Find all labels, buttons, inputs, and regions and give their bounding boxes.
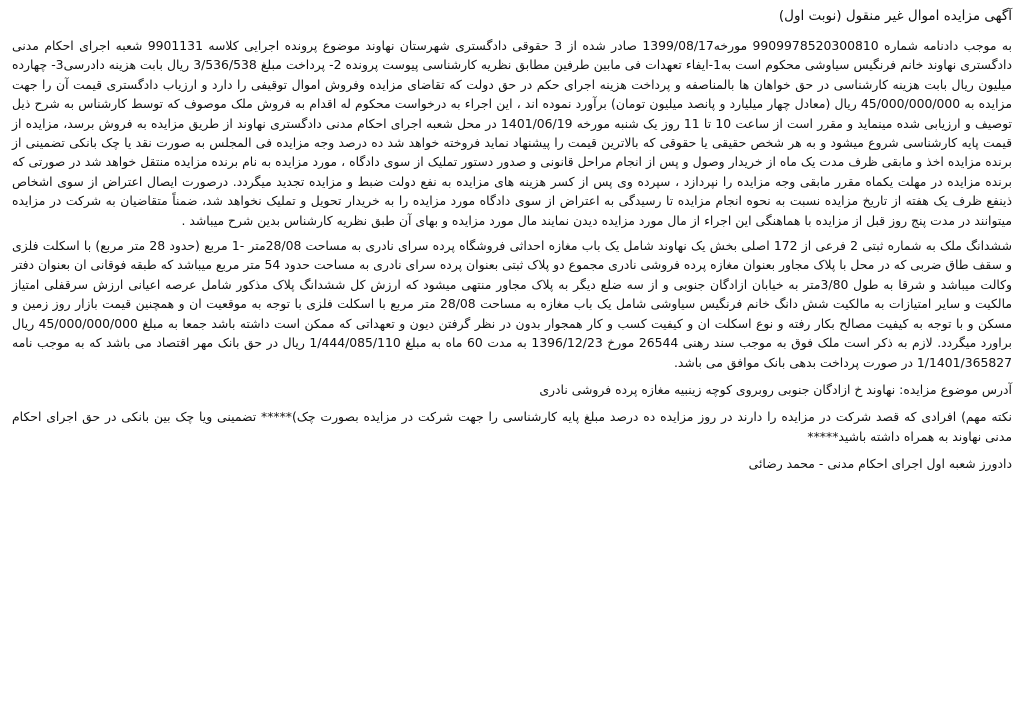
signature-block bbox=[12, 454, 1012, 474]
notice-title: آگهی مزایده اموال غیر منقول (نوبت اول) bbox=[778, 8, 1012, 24]
signature-name: محمد رضائی bbox=[748, 456, 815, 472]
notice-paragraph-2: ششدانگ ملک به شماره ثبتی 2 فرعی از 172 اصلی بخش یک نهاوند شامل یک باب مغازه احداثی فروشگاه پرده سرای نادری به مساحت 28/08متر -1 مربع (حدود 28 متر مربع) با اسکلت فلزی و سقف طاق ضربی که در محل با پلاک مجاور بعنوان مغازه پرده فروشی نادری مجموع دو پلاک ثبتی بعنوان پرده سرای نادری به مساحت حدود 54 متر مربع میباشد که طبقه فوقانی ان بعنوان دفتر وکالت میباشد و شرقا به طول 3/80متر به خیابان ازادگان جنوبی و از سه ضلع دیگر به پلاک مجاور منتهی میشود که ارزش کل ششدانگ پلاک مذکور شامل عرصه اعیانی ارزش سرقفلی امتیاز مالکیت و سایر امتیازات به مالکیت شش دانگ خانم فرنگیس سیاوشی شامل یک باب مغازه به مساحت 28/08 متر مربع با اسکلت فلزی با توجه به موقعیت ان و همچنین قیمت بازار روز زمین و مسکن و با توجه به کیفیت مصالح بکار رفته و نوع اسکلت ان و کیفیت کسب و کار همجوار بدون در نظر گرفتن دیون و تعهداتی که ممکن است داشته باشد جمعا به مبلغ 45/000/000/000 ریال براورد میگردد. لازم به ذکر است ملک فوق به موجب سند رهنی 26544 مورخ 1396/12/23 به مدت 60 ماه به مبلغ 1/444/085/110 ریال در حق بانک مهر اقتصاد می باشد که به موجب نامه 1/1401/365827 در صورت پرداخت بدهی بانک موافق می باشد. bbox=[12, 238, 1013, 370]
notice-paragraph-1: به موجب دادنامه شماره 9909978520300810 مورخه1399/08/17 صادر شده از 3 حقوقی دادگستری شهرستان نهاوند موضوع پرونده اجرایی کلاسه 9901131 شعبه اجرای احکام مدنی دادگستری نهاوند خانم فرنگیس سیاوشی محکوم است به1-ایفاء تعهدات فی مابین طرفین مطابق نظریه کارشناسی پیوست پرونده 2- پرداخت مبلغ 3/536/538 ریال بابت هزینه دادرسی3- چهارده میلیون ریال بابت هزینه کارشناسی در حق خواهان ها بالمناصفه و پرداخت هزینه اجرای حکم در حق دولت که تقاضای مزایده وفروش اموال توقیفی را دارد و ارزیاب دادگستری قیمت آن را جهت مزایده به 45/000/000/000 ریال (معادل چهار میلیارد و پانصد میلیون تومان) برآورد نموده اند ، این اجراء به درخواست محکوم له اقدام به فروش ملک موصوف که توسط کارشناس به شرح ذیل توصیف و ارزیابی شده مینماید و مقرر است از ساعت 10 تا 11 روز یک شنبه مورخه 1401/06/19 در محل شعبه اجرای احکام مدنی دادگستری نهاوند از طریق مزایده به فروش برسد، مزایده از قیمت پایه کارشناسی شروع میشود و به هر شخص حقیقی یا حقوقی که بالاترین قیمت را پیشنهاد نماید فروخته خواهد شد ده درصد وجه مزایده فی المجلس به صورت نقد یا چک بانکی تضمینی از برنده مزایده اخذ و مابقی ظرف مدت یک ماه از خریدار وصول و پس از انجام مراحل قانونی و صدور دستور تملیک از سوی دادگاه ، مورد مزایده به نام برنده مزایده منتقل خواهد شد در صورتی که برنده مزایده در مهلت یکماه مقرر مابقی وجه مزایده را نپردازد ، سپرده وی پس از کسر هزینه های مزایده به نفع دولت ضبط و مزایده تجدید میگردد. درصورت ایصال اعتراض از سوی اشخاص ذینفع ظرف یک هفته از تاریخ مزایده نسبت به نحوه انجام مزایده تا رسیدگی به اعتراض از سوی دادگاه مورد مزایده را به خریدار تحویل و تملیک نخواهد شد، ضمناً متقاضیان به شرکت در مزایده میتوانند در مدت پنج روز قبل از مزایده با هماهنگی این اجراء از مال مورد مزایده دیدن نمایند مال مورد مزایده و بهای آن طبق نظریه کارشناس بدین شرح میباشد . bbox=[12, 38, 1013, 228]
signature-role: دادورز شعبه اول اجرای احکام مدنی - bbox=[818, 456, 1012, 472]
auction-address: آدرس موضوع مزایده: نهاوند خ ازادگان جنوبی روبروی کوچه زینبیه مغازه پرده فروشی نادری bbox=[539, 381, 1012, 397]
important-note: نکته مهم) افرادی که قصد شرکت در مزایده را دارند در روز مزایده ده درصد مبلغ پایه کارشناسی را جهت شرکت در مزایده بصورت چک)***** تضمینی ویا چک بین بانکی در حق اجرای احکام مدنی نهاوند به همراه داشته باشید***** bbox=[12, 409, 1012, 444]
